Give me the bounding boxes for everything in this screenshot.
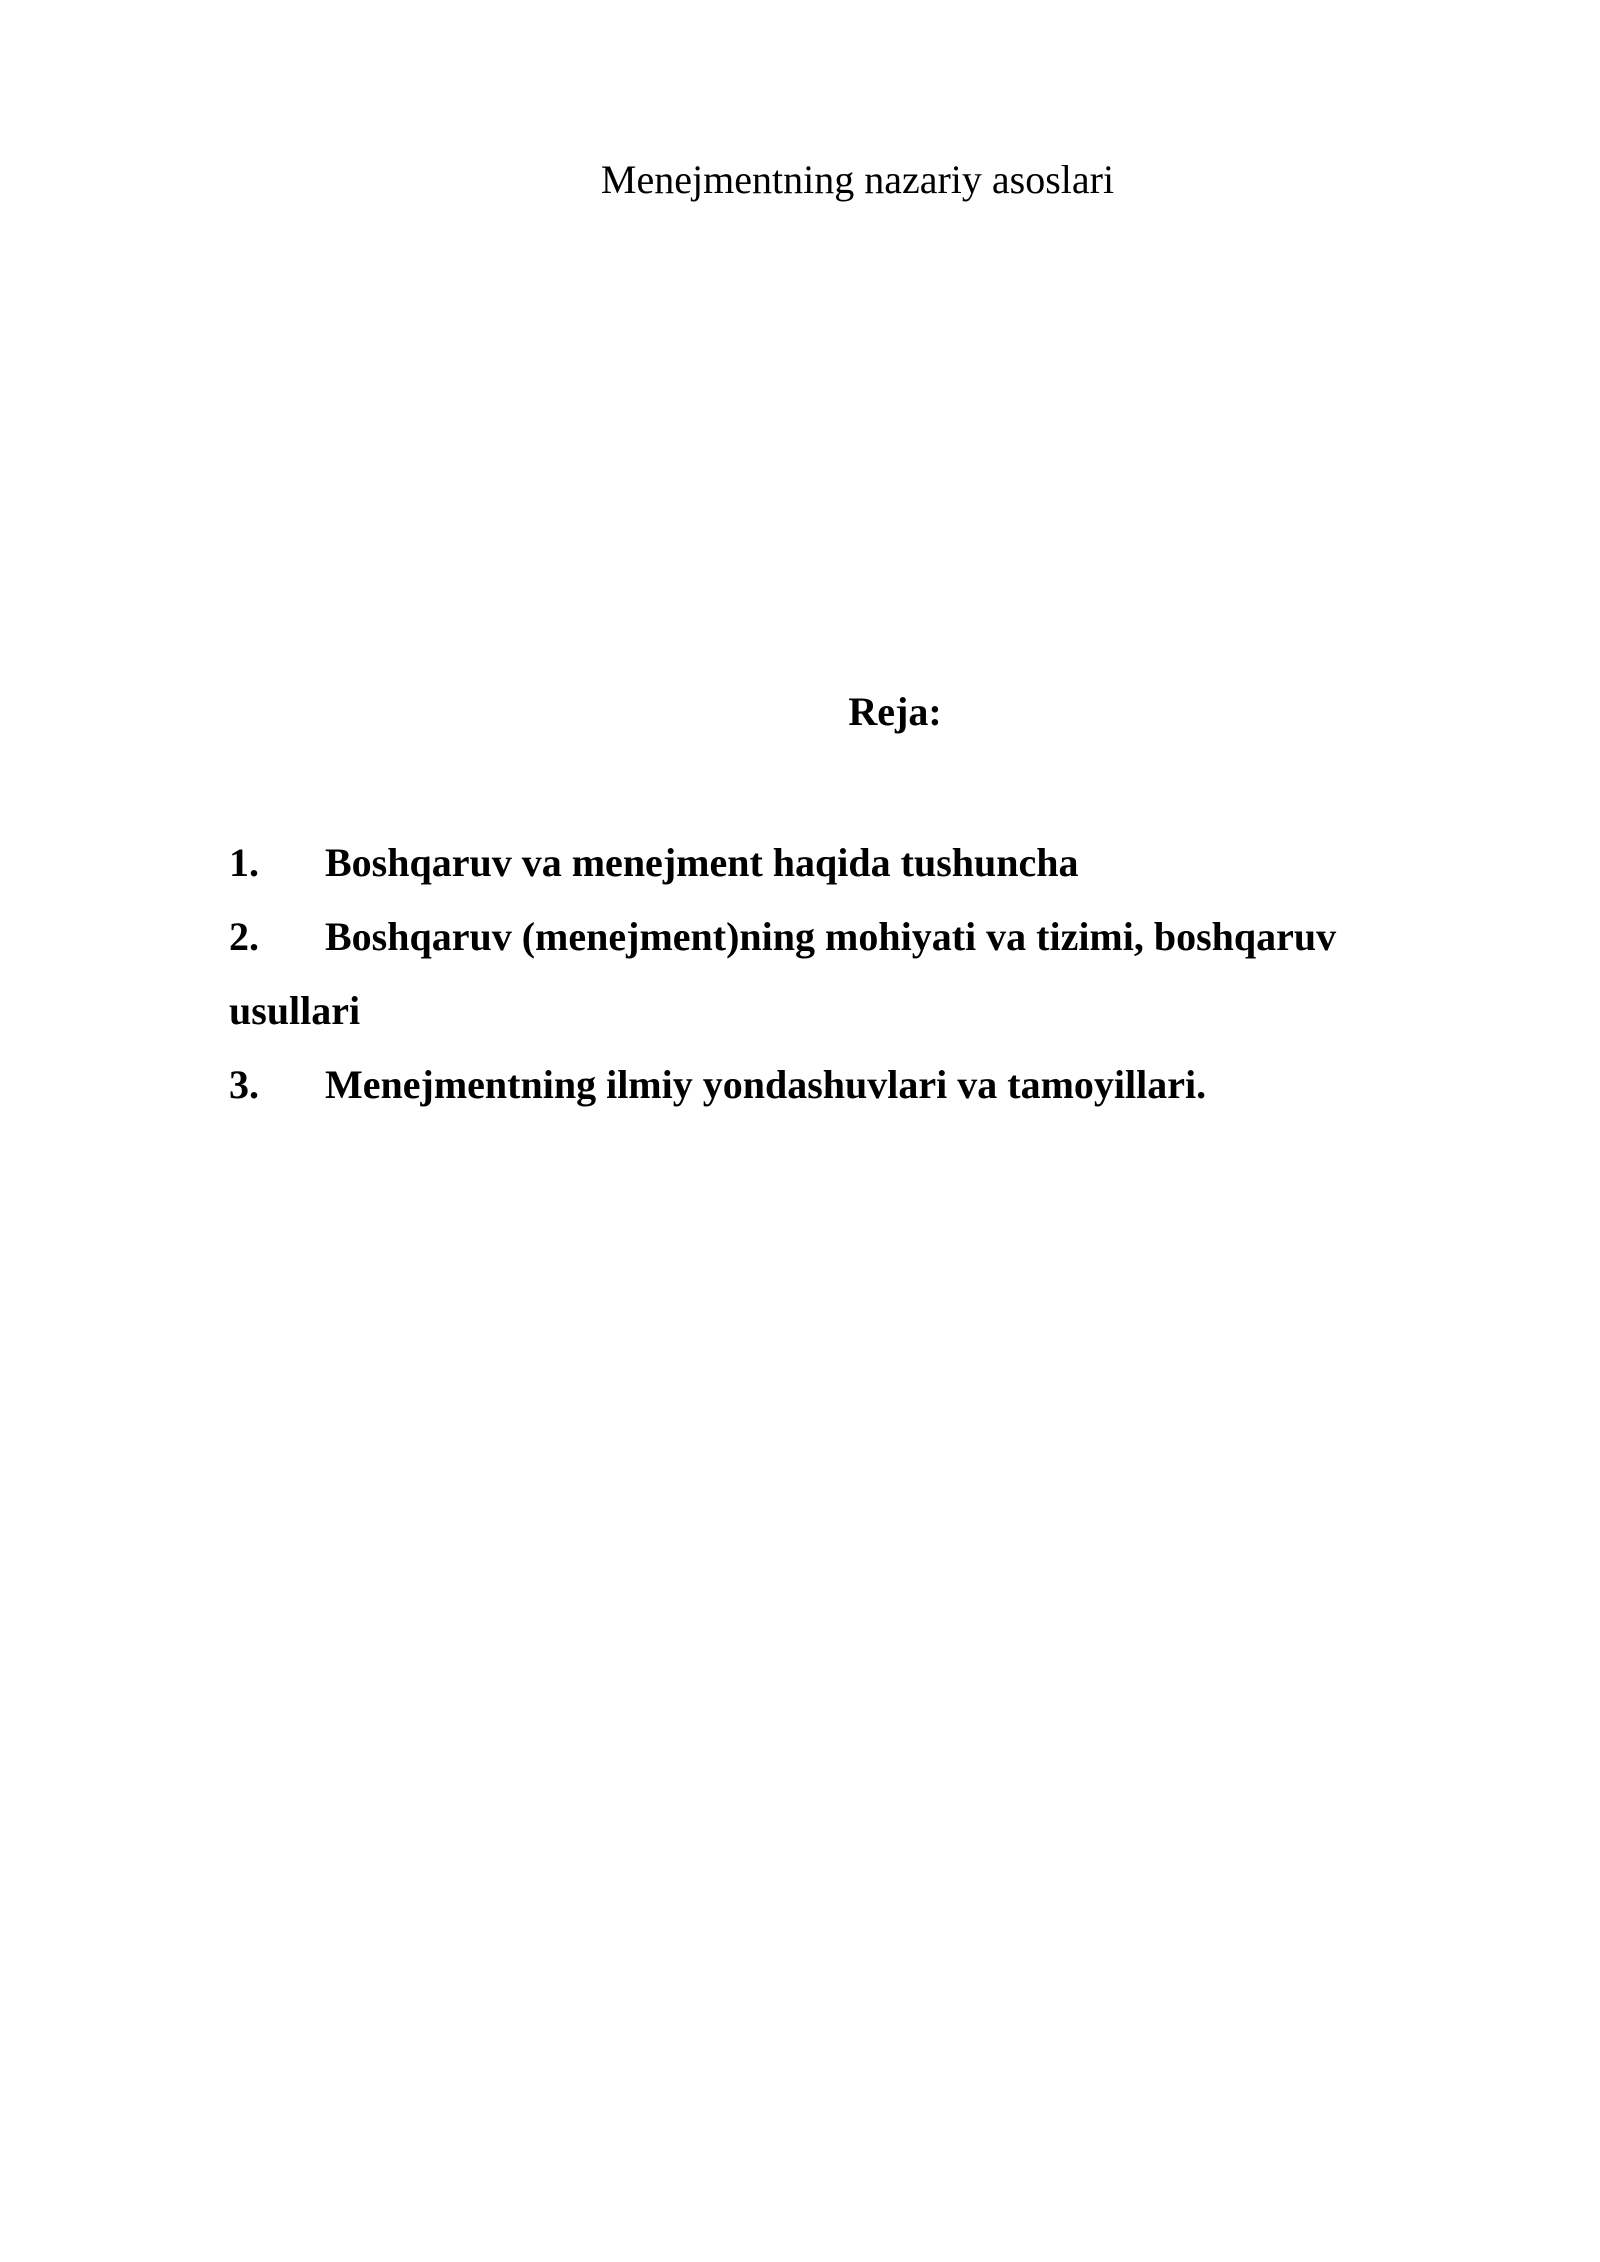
plan-item-text: Boshqaruv va menejment haqida tushuncha [325,840,1079,885]
plan-list [229,826,1429,1122]
plan-item-1 [229,826,1429,900]
document-title: Menejmentning nazariy asoslari [600,157,1115,202]
plan-heading: Reja: [848,689,942,734]
plan-item-text: Menejmentning ilmiy yondashuvlari va tamoyillari. [325,1062,1207,1107]
plan-item-text: Boshqaruv (menejment)ning mohiyati va tizimi, boshqaruv usullari [229,914,1337,1033]
plan-item-3 [229,1048,1429,1122]
plan-item-number: 3. [229,1062,259,1107]
plan-item-2 [229,900,1429,1048]
plan-item-number: 2. [229,914,259,959]
plan-item-number: 1. [229,840,259,885]
